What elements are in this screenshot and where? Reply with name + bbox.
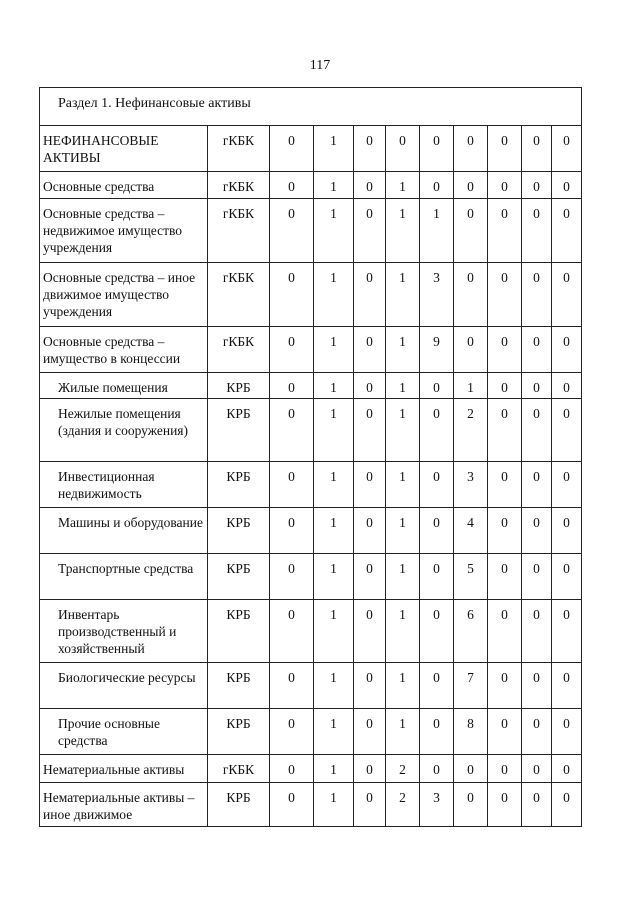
code-digit-cell: 0 [488, 399, 522, 462]
code-digit-cell: 0 [454, 126, 488, 172]
table-row [40, 373, 582, 399]
table-row [40, 663, 582, 709]
code-digit-cell: 1 [420, 199, 454, 263]
code-digit-cell: 1 [386, 508, 420, 554]
code-digit-cell: 0 [522, 783, 552, 827]
code-digit-cell: 0 [354, 126, 386, 172]
code-digit-cell: 1 [314, 783, 354, 827]
code-digit-cell: 0 [522, 508, 552, 554]
code-digit-cell: 0 [488, 373, 522, 399]
code-digit-cell: 0 [552, 709, 582, 755]
code-digit-cell: 0 [522, 399, 552, 462]
code-digit-cell: 0 [354, 663, 386, 709]
code-digit-cell: 1 [314, 172, 354, 199]
account-name-cell: Транспортные средства [40, 554, 208, 600]
table-row [40, 554, 582, 600]
code-digit-cell: 0 [552, 199, 582, 263]
code-digit-cell: 0 [354, 709, 386, 755]
code-digit-cell: 0 [270, 755, 314, 783]
code-digit-cell: 0 [270, 327, 314, 373]
code-type-cell: гКБК [208, 263, 270, 327]
code-digit-cell: 0 [488, 263, 522, 327]
code-digit-cell: 0 [552, 600, 582, 663]
code-digit-cell: 0 [522, 600, 552, 663]
code-type-cell: КРБ [208, 783, 270, 827]
code-digit-cell: 0 [270, 663, 314, 709]
code-digit-cell: 0 [552, 755, 582, 783]
code-digit-cell: 0 [488, 327, 522, 373]
account-name-cell: Основные средства – иное движимое имущество учреждения [40, 263, 208, 327]
account-name-cell: Машины и оборудование [40, 508, 208, 554]
code-digit-cell: 0 [420, 554, 454, 600]
code-digit-cell: 0 [522, 126, 552, 172]
code-digit-cell: 0 [270, 373, 314, 399]
code-digit-cell: 0 [354, 263, 386, 327]
code-digit-cell: 1 [386, 172, 420, 199]
code-digit-cell: 0 [552, 126, 582, 172]
code-digit-cell: 0 [522, 554, 552, 600]
table-row [40, 508, 582, 554]
code-digit-cell: 0 [488, 172, 522, 199]
code-digit-cell: 1 [314, 755, 354, 783]
table-row [40, 172, 582, 199]
code-digit-cell: 2 [386, 783, 420, 827]
code-digit-cell: 0 [552, 327, 582, 373]
code-digit-cell: 1 [314, 554, 354, 600]
code-digit-cell: 0 [354, 327, 386, 373]
code-digit-cell: 0 [454, 199, 488, 263]
code-digit-cell: 0 [522, 663, 552, 709]
code-digit-cell: 0 [420, 126, 454, 172]
code-type-cell: гКБК [208, 126, 270, 172]
code-digit-cell: 0 [552, 663, 582, 709]
code-digit-cell: 1 [386, 663, 420, 709]
section-title: Раздел 1. Нефинансовые активы [40, 88, 582, 126]
code-digit-cell: 0 [522, 172, 552, 199]
code-digit-cell: 1 [454, 373, 488, 399]
code-digit-cell: 1 [314, 126, 354, 172]
table-row [40, 327, 582, 373]
code-digit-cell: 1 [314, 462, 354, 508]
account-name-cell: Нематериальные активы [40, 755, 208, 783]
code-digit-cell: 0 [522, 373, 552, 399]
code-type-cell: КРБ [208, 663, 270, 709]
code-digit-cell: 3 [420, 263, 454, 327]
code-type-cell: КРБ [208, 399, 270, 462]
code-digit-cell: 0 [522, 199, 552, 263]
code-type-cell: КРБ [208, 462, 270, 508]
code-type-cell: КРБ [208, 600, 270, 663]
code-digit-cell: 0 [488, 554, 522, 600]
code-digit-cell: 0 [270, 709, 314, 755]
table-row [40, 600, 582, 663]
code-digit-cell: 0 [420, 373, 454, 399]
table-row [40, 263, 582, 327]
account-name-cell: Инвентарь производственный и хозяйственный [40, 600, 208, 663]
code-digit-cell: 0 [354, 199, 386, 263]
code-digit-cell: 0 [354, 462, 386, 508]
code-digit-cell: 0 [488, 126, 522, 172]
code-digit-cell: 0 [552, 554, 582, 600]
code-digit-cell: 2 [454, 399, 488, 462]
code-digit-cell: 0 [270, 783, 314, 827]
table-row [40, 462, 582, 508]
code-digit-cell: 0 [420, 755, 454, 783]
code-digit-cell: 0 [488, 783, 522, 827]
code-digit-cell: 0 [552, 172, 582, 199]
code-digit-cell: 0 [454, 783, 488, 827]
table-row [40, 755, 582, 783]
code-digit-cell: 0 [488, 709, 522, 755]
code-digit-cell: 0 [354, 172, 386, 199]
code-digit-cell: 0 [522, 327, 552, 373]
code-digit-cell: 0 [420, 508, 454, 554]
code-digit-cell: 0 [488, 600, 522, 663]
code-digit-cell: 1 [314, 399, 354, 462]
page-number: 117 [309, 58, 331, 73]
table-row [40, 199, 582, 263]
code-digit-cell: 0 [552, 462, 582, 508]
code-digit-cell: 0 [420, 462, 454, 508]
code-digit-cell: 7 [454, 663, 488, 709]
code-digit-cell: 0 [354, 600, 386, 663]
code-digit-cell: 0 [270, 462, 314, 508]
code-digit-cell: 1 [386, 462, 420, 508]
code-digit-cell: 0 [488, 508, 522, 554]
code-digit-cell: 9 [420, 327, 454, 373]
account-name-cell: Нематериальные активы – иное движимое [40, 783, 208, 827]
code-digit-cell: 0 [488, 663, 522, 709]
account-name-cell: Основные средства – имущество в концессии [40, 327, 208, 373]
account-name-cell: Нежилые помещения (здания и сооружения) [40, 399, 208, 462]
code-digit-cell: 0 [270, 172, 314, 199]
code-digit-cell: 0 [488, 199, 522, 263]
code-digit-cell: 0 [354, 554, 386, 600]
code-digit-cell: 0 [454, 172, 488, 199]
code-digit-cell: 0 [270, 554, 314, 600]
code-type-cell: гКБК [208, 172, 270, 199]
code-digit-cell: 0 [552, 508, 582, 554]
code-digit-cell: 1 [386, 263, 420, 327]
code-digit-cell: 1 [386, 600, 420, 663]
code-digit-cell: 0 [270, 600, 314, 663]
code-digit-cell: 1 [314, 199, 354, 263]
code-digit-cell: 0 [270, 399, 314, 462]
code-digit-cell: 8 [454, 709, 488, 755]
table-row [40, 783, 582, 827]
code-digit-cell: 0 [552, 263, 582, 327]
code-digit-cell: 0 [552, 783, 582, 827]
code-digit-cell: 0 [454, 327, 488, 373]
code-type-cell: КРБ [208, 709, 270, 755]
account-codes-table [39, 87, 582, 827]
code-type-cell: гКБК [208, 327, 270, 373]
code-digit-cell: 0 [354, 508, 386, 554]
code-digit-cell: 3 [420, 783, 454, 827]
code-digit-cell: 0 [454, 263, 488, 327]
code-digit-cell: 0 [354, 399, 386, 462]
code-digit-cell: 1 [386, 199, 420, 263]
code-digit-cell: 0 [270, 126, 314, 172]
code-digit-cell: 6 [454, 600, 488, 663]
code-digit-cell: 1 [314, 263, 354, 327]
table-row [40, 126, 582, 172]
code-digit-cell: 3 [454, 462, 488, 508]
account-name-cell: Основные средства [40, 172, 208, 199]
code-type-cell: гКБК [208, 199, 270, 263]
code-digit-cell: 0 [488, 462, 522, 508]
code-digit-cell: 0 [354, 373, 386, 399]
code-digit-cell: 1 [314, 709, 354, 755]
code-digit-cell: 0 [270, 199, 314, 263]
code-digit-cell: 0 [488, 755, 522, 783]
code-digit-cell: 0 [354, 755, 386, 783]
code-digit-cell: 0 [270, 263, 314, 327]
code-digit-cell: 0 [522, 263, 552, 327]
code-type-cell: КРБ [208, 554, 270, 600]
code-digit-cell: 0 [420, 709, 454, 755]
code-digit-cell: 1 [314, 373, 354, 399]
code-digit-cell: 5 [454, 554, 488, 600]
code-digit-cell: 1 [314, 327, 354, 373]
code-digit-cell: 0 [454, 755, 488, 783]
account-name-cell: Основные средства – недвижимое имущество учреждения [40, 199, 208, 263]
code-digit-cell: 4 [454, 508, 488, 554]
code-digit-cell: 0 [270, 508, 314, 554]
code-digit-cell: 1 [386, 327, 420, 373]
account-name-cell: Биологические ресурсы [40, 663, 208, 709]
table-row [40, 399, 582, 462]
code-digit-cell: 0 [522, 755, 552, 783]
code-type-cell: гКБК [208, 755, 270, 783]
code-type-cell: КРБ [208, 508, 270, 554]
code-digit-cell: 0 [386, 126, 420, 172]
account-name-cell: Инвестиционная недвижимость [40, 462, 208, 508]
code-digit-cell: 0 [354, 783, 386, 827]
code-digit-cell: 1 [386, 373, 420, 399]
table-row [40, 709, 582, 755]
code-digit-cell: 0 [420, 600, 454, 663]
code-digit-cell: 1 [314, 508, 354, 554]
code-digit-cell: 0 [420, 399, 454, 462]
code-type-cell: КРБ [208, 373, 270, 399]
account-name-cell: Жилые помещения [40, 373, 208, 399]
account-name-cell: НЕФИНАНСОВЫЕ АКТИВЫ [40, 126, 208, 172]
code-digit-cell: 0 [552, 399, 582, 462]
code-digit-cell: 1 [314, 663, 354, 709]
code-digit-cell: 0 [420, 172, 454, 199]
section-header-row [40, 88, 582, 126]
code-digit-cell: 0 [522, 709, 552, 755]
code-digit-cell: 0 [552, 373, 582, 399]
code-digit-cell: 1 [386, 399, 420, 462]
code-digit-cell: 1 [386, 554, 420, 600]
code-digit-cell: 0 [420, 663, 454, 709]
account-name-cell: Прочие основные средства [40, 709, 208, 755]
code-digit-cell: 1 [314, 600, 354, 663]
code-digit-cell: 1 [386, 709, 420, 755]
code-digit-cell: 2 [386, 755, 420, 783]
code-digit-cell: 0 [522, 462, 552, 508]
